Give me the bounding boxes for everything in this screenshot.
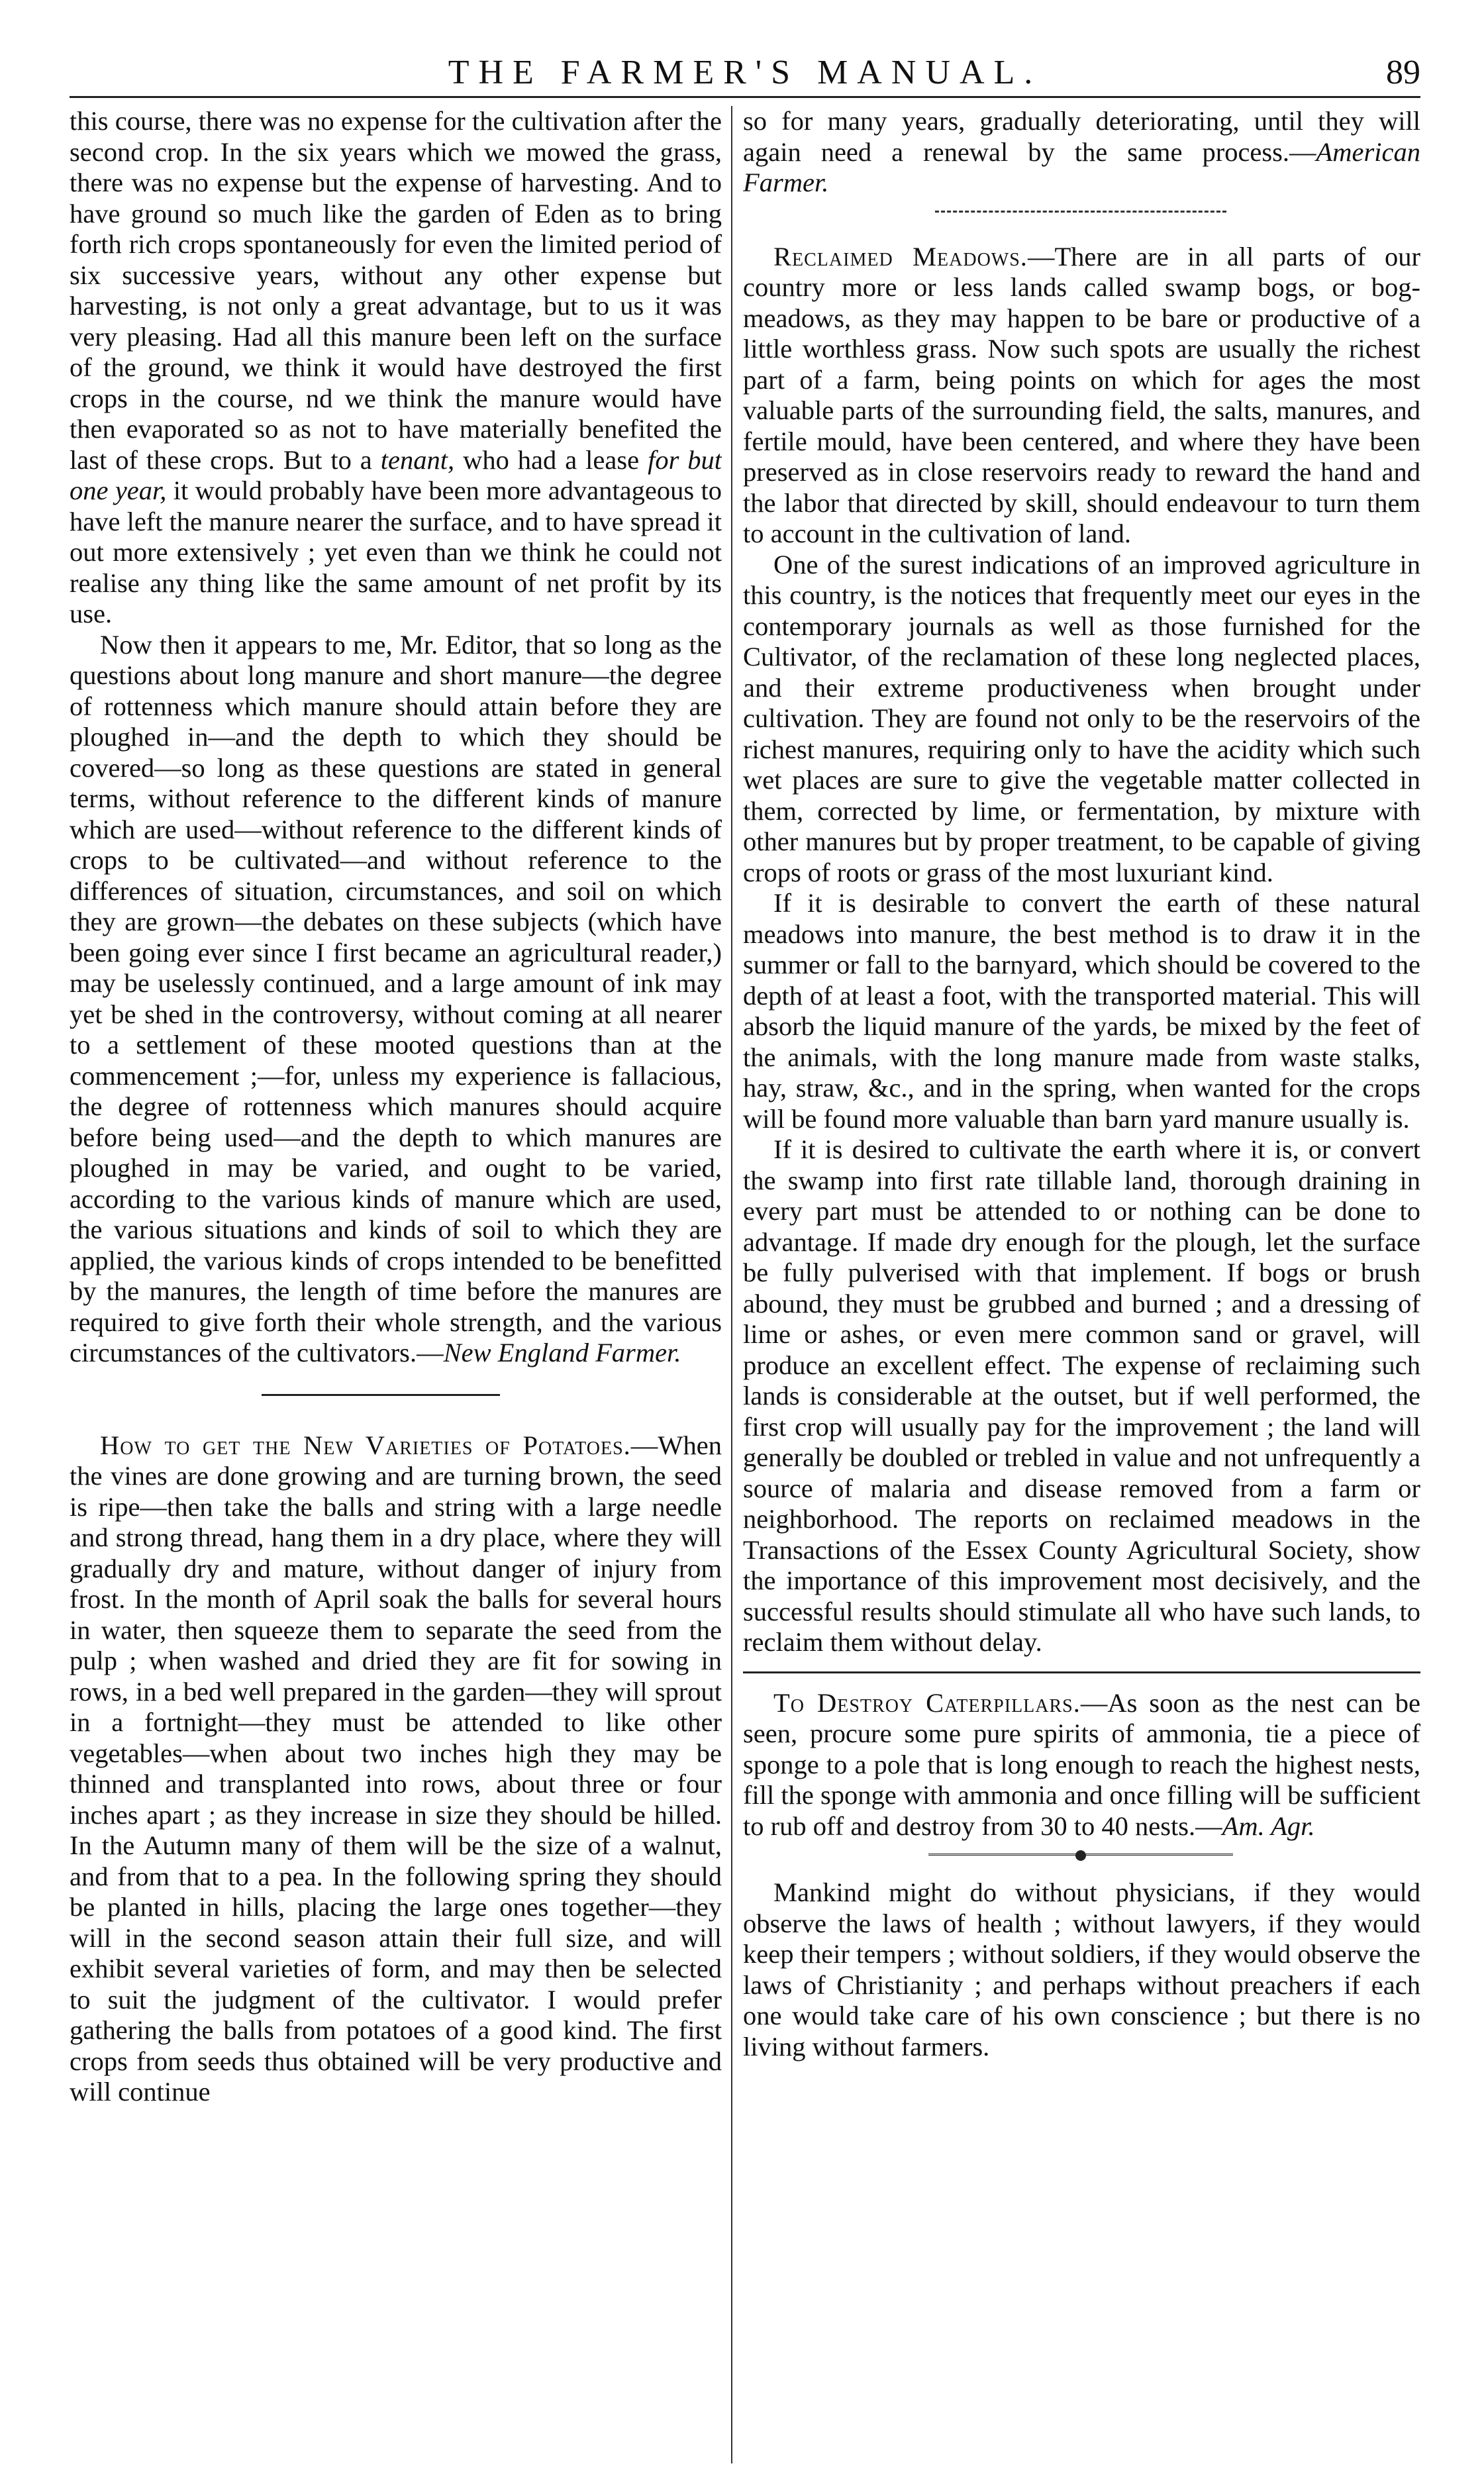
caterpillars-article [743, 1688, 1420, 1842]
tenant-italic: tenant, [380, 444, 455, 475]
meadows-heading: Reclaimed Meadows. [773, 241, 1028, 272]
potatoes-text: —When the vines are done growing and are turning brown, the seed is ripe—then take the balls and string with a large needle and strong thread, hang them in a dry place, where they will gradually dry and mature, without danger of injury from frost. In the month of April soak the balls for several hours in water, then squeeze them to separate the seed from the pulp ; when washed and dried they are fit for sowing in rows, in a bed well prepared in the garden—they will sprout in a fortnight—they must be attended to like other vegetables—when about two inches high they may be thinned and transplanted into rows, about three or four inches apart ; as they increase in size they should be hilled. In the Autumn many of them will be the size of a walnut, and from that to a pea. In the following spring they should be planted in hills, placing the large ones together—they will in the second season attain their full size, and will exhibit several varieties of form, and may then be selected to suit the judgment of the cultivator. I would prefer gathering the balls from potatoes of a good kind. The first crops from seeds thus obtained will be very productive and will continue [70, 1430, 722, 2107]
potatoes-continuation [743, 106, 1420, 199]
running-title: THE FARMER'S MANUAL. [448, 54, 1042, 91]
page-header [70, 33, 1420, 99]
meadows-paragraph-1 [743, 242, 1420, 550]
mankind-paragraph: Mankind might do without physicians, if they would observe the laws of health ; without lawyers, if they would keep their tempers ; without soldiers, if they would observe the laws of Christianity ; and perhaps without preachers if each one would take care of his own conscience ; but there is no living without farmers. [743, 1877, 1420, 2061]
column-divider [731, 106, 732, 2463]
potatoes-continuation-text: so for many years, gradually deteriorating, until they will again need a renewal by the same process.— [743, 106, 1420, 167]
manure-article-text-2: who had a lease [463, 444, 640, 475]
manure-article-text-1: this course, there was no expense for the cultivation after the second crop. In the six years which we mowed the grass, there was no expense but the expense of harvesting. And to have ground so much like the garden of Eden as to bring forth rich crops spontaneously for even the limited period of six successive years, without any other expense but harvesting, is not only a great advantage, but to us it was very pleasing. Had all this manure been left on the surface of the ground, we think it would have destroyed the first crops in the course, nd we think the manure would have then evaporated so as not to have materially benefited the last of these crops. But to a [70, 106, 722, 475]
potatoes-article [70, 1430, 722, 2108]
manure-article-paragraph-1 [70, 106, 722, 630]
manure-article-paragraph-2 [70, 630, 722, 1369]
left-column [70, 106, 722, 2463]
meadows-paragraph-4: If it is desired to cultivate the earth where it is, or convert the swamp into first rate tillable land, thorough draining in every part must be attended to or nothing can be done to advantage. If made dry enough for the plough, let the surface be fully pulverised with that implement. If bogs or brush abound, they must be grubbed and burned ; and a dressing of lime or ashes, or even mere common sand or gravel, will produce an excellent effect. The expense of reclaiming such lands is considerable at the outset, but if well performed, the first crop will usually pay for the improvement ; the land will generally be doubled or trebled in value and not unfrequently a source of malaria and disease removed from a farm or neighborhood. The reports on reclaimed meadows in the Transactions of the Essex County Agricultural Society, show the importance of this improvement most decisively, and the successful results should stimulate all who have such lands, to reclaim them without delay. [743, 1134, 1420, 1657]
meadows-text-1: —There are in all parts of our country more or less lands called swamp bogs, or bog-meadows, as they may happen to be bare or productive of a little worthless grass. Now such spots are usually the richest part of a farm, being points on which for ages the most valuable parts of the surrounding field, the salts, manures, and fertile mould, have been centered, and where they have been preserved as in close reservoirs ready to reward the hand and the labor that directed by skill, should endeavour to turn them to account in the cultivation of land. [743, 241, 1420, 548]
page-number: 89 [1386, 54, 1420, 91]
new-england-farmer-source: New England Farmer. [443, 1338, 681, 1367]
caterpillars-text: —As soon as the nest can be seen, procure some pure spirits of ammonia, tie a piece of sponge to a pole that is long enough to reach the highest nests, fill the sponge with ammonia and once filling will be sufficient to rub off and destroy from 30 to 40 nests.— [743, 1687, 1420, 1841]
right-column [743, 106, 1420, 2463]
ornament-dot [1075, 1850, 1086, 1861]
meadows-paragraph-3: If it is desirable to convert the earth of these natural meadows into manure, the best method is to draw it in the summer or fall to the barnyard, which should be covered to the depth of at least a foot, with the transported material. This will absorb the liquid manure of the yards, be mixed by the feet of the animals, with the long manure made from waste stalks, hay, straw, &c., and in the spring, when wanted for the crops will be found more valuable than barn yard manure usually is. [743, 888, 1420, 1134]
manure-article-text-4: Now then it appears to me, Mr. Editor, that so long as the questions about long manure and short manure—the degree of rottenness which manure should attain before they are ploughed in—and the depth to which they should be covered—so long as these questions are stated in general terms, without reference to the different kinds of manure which are used—without reference to the different kinds of crops to be cultivated—and without reference to the differences of situation, circumstances, and soil on which they are grown—the debates on these subjects (which have been going ever since I first became an agricultural reader,) may be uselessly continued, and a large amount of ink may yet be shed in the controversy, without coming at all nearer to a settlement of these mooted questions than at the commencement ;—for, unless my experience is fallacious, the degree of rottenness which manures should acquire before being used—and the depth to which manures are ploughed in may be varied, and ought to be varied, according to the various kinds of manure which are used, the various situations and kinds of soil to which they are applied, the various kinds of crops intended to be benefitted by the manures, the length of time before the manures are required to give forth their whole strength, and the various circumstances of the cultivators.— [70, 629, 722, 1367]
one-year-italic: for but one year, [70, 444, 722, 505]
manure-article-text-3: it would probably have been more advantageous to have left the manure nearer the surface, and to have spread it out more extensively ; yet even than we think he could not realise any thing like the same amount of net profit by its use. [70, 475, 722, 628]
ornamental-rule [928, 1848, 1233, 1865]
header-rule [70, 96, 1420, 98]
potatoes-heading: How to get the New Varieties of Potatoes. [100, 1430, 631, 1460]
am-agr-source: Am. Agr. [1222, 1811, 1315, 1841]
caterpillars-heading: To Destroy Caterpillars. [773, 1687, 1081, 1718]
meadows-paragraph-2: One of the surest indications of an improved agriculture in this country, is the notices that frequently meet our eyes in the contemporary journals as well as those furnished for the Cultivator, of the reclamation of these long neglected places, and their extreme productiveness when brought under cultivation. They are found not only to be the reservoirs of the richest manures, requiring only to have the acidity which such wet places are sure to give the vegetable matter collected in them, corrected by lime, or fermentation, by mixture with other manures but by proper treatment, to be capable of giving crops of roots or grass of the most luxuriant kind. [743, 549, 1420, 887]
american-farmer-source: American Farmer. [743, 136, 1420, 197]
